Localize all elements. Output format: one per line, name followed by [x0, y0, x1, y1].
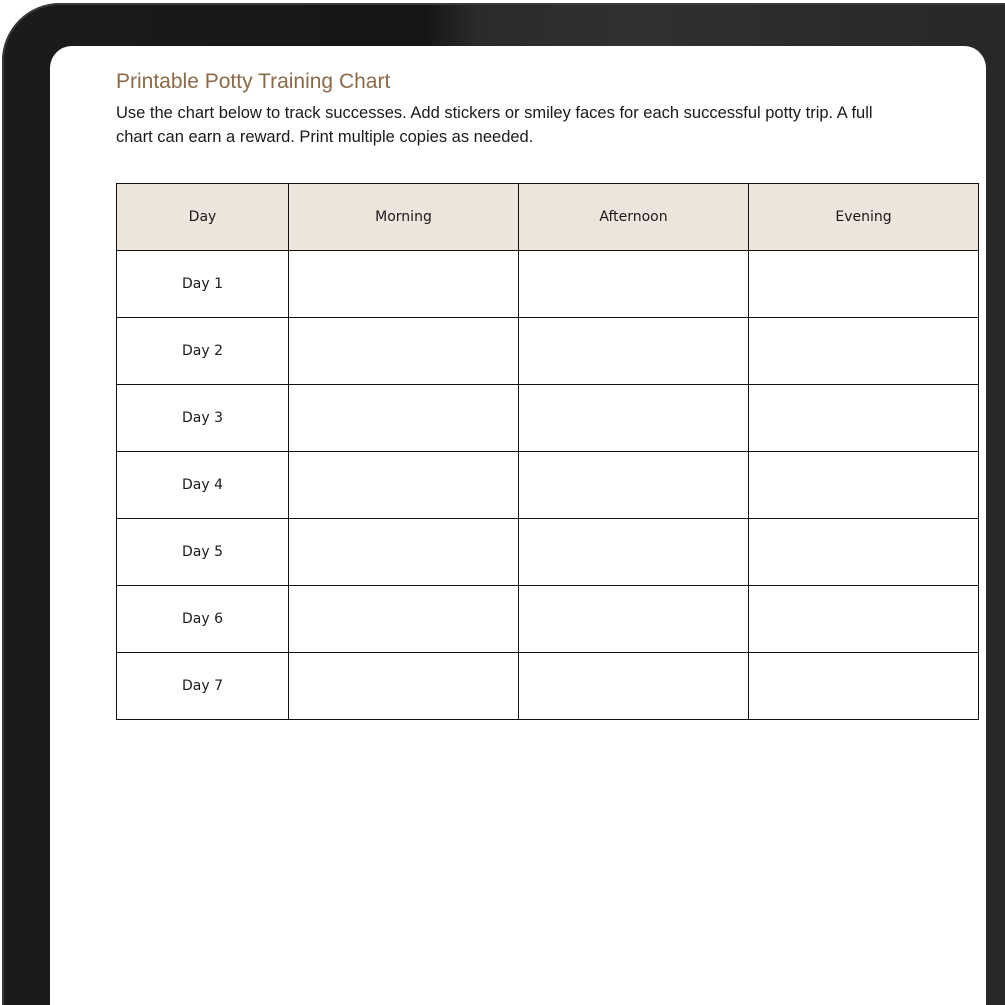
header-afternoon: Afternoon	[519, 184, 749, 251]
evening-cell[interactable]	[749, 251, 979, 318]
table-header	[117, 184, 979, 251]
tablet-screen	[50, 46, 986, 1005]
morning-cell[interactable]	[289, 452, 519, 519]
afternoon-cell[interactable]	[519, 519, 749, 586]
table-row	[117, 385, 979, 452]
day-cell: Day 2	[117, 318, 289, 385]
intro-text: Use the chart below to track successes. Add stickers or smiley faces for each successful potty trip. A full chart can earn a reward. Print multiple copies as needed.	[116, 104, 873, 146]
evening-cell[interactable]	[749, 519, 979, 586]
day-cell: Day 7	[117, 653, 289, 720]
afternoon-cell[interactable]	[519, 318, 749, 385]
afternoon-cell[interactable]	[519, 586, 749, 653]
afternoon-cell[interactable]	[519, 653, 749, 720]
morning-cell[interactable]	[289, 519, 519, 586]
evening-cell[interactable]	[749, 653, 979, 720]
table-body	[117, 251, 979, 720]
evening-cell[interactable]	[749, 385, 979, 452]
morning-cell[interactable]	[289, 251, 519, 318]
afternoon-cell[interactable]	[519, 385, 749, 452]
header-day: Day	[117, 184, 289, 251]
afternoon-cell[interactable]	[519, 452, 749, 519]
day-cell: Day 3	[117, 385, 289, 452]
morning-cell[interactable]	[289, 586, 519, 653]
header-morning: Morning	[289, 184, 519, 251]
page-title: Printable Potty Training Chart	[116, 70, 391, 93]
day-cell: Day 1	[117, 251, 289, 318]
afternoon-cell[interactable]	[519, 251, 749, 318]
table-row	[117, 519, 979, 586]
evening-cell[interactable]	[749, 452, 979, 519]
table-row	[117, 452, 979, 519]
table-row	[117, 586, 979, 653]
day-cell: Day 4	[117, 452, 289, 519]
potty-chart-table	[116, 183, 979, 720]
morning-cell[interactable]	[289, 385, 519, 452]
header-row	[117, 184, 979, 251]
day-cell: Day 6	[117, 586, 289, 653]
table-row	[117, 318, 979, 385]
evening-cell[interactable]	[749, 586, 979, 653]
evening-cell[interactable]	[749, 318, 979, 385]
table-row	[117, 251, 979, 318]
morning-cell[interactable]	[289, 318, 519, 385]
header-evening: Evening	[749, 184, 979, 251]
table-row	[117, 653, 979, 720]
day-cell: Day 5	[117, 519, 289, 586]
morning-cell[interactable]	[289, 653, 519, 720]
